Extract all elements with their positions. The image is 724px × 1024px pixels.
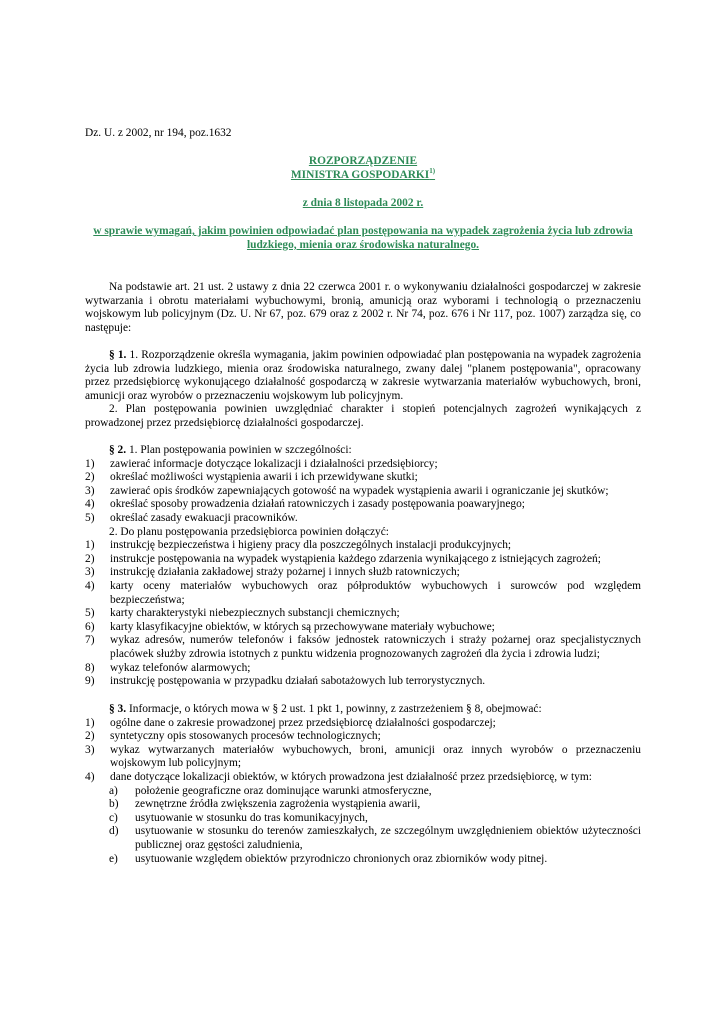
list-item-text: dane dotyczące lokalizacji obiektów, w których prowadzona jest działalność przez przedsiębiorcę, w tym:: [110, 770, 592, 783]
list-item: [85, 553, 641, 567]
section-3: [85, 703, 641, 866]
list-item-text: instrukcję bezpieczeństwa i higieny pracy dla poszczególnych instalacji produkcyjnych;: [110, 539, 512, 552]
list-item-text: określać możliwości wystąpienia awarii i ich przewidywane skutki;: [110, 471, 418, 484]
section-3-intro: § 3. Informacje, o których mowa w § 2 ust. 1 pkt 1, powinny, z zastrzeżeniem § 8, obejmować:: [109, 703, 542, 715]
list-item-number: 1): [85, 457, 95, 470]
list-item-number: 4): [85, 498, 95, 511]
list-item: [85, 580, 641, 607]
list-item-text: zewnętrzne źródła zwiększenia zagrożenia wystąpienia awarii,: [135, 798, 421, 811]
list-item: [85, 485, 641, 499]
list-item: [85, 771, 641, 785]
list-item: [85, 498, 641, 512]
list-item-number: 2): [85, 471, 95, 484]
sub-list-item: [85, 785, 641, 799]
regulation-date: z dnia 8 listopada 2002 r.: [302, 197, 424, 209]
title-line-1: ROZPORZĄDZENIE: [308, 155, 418, 167]
list-item: [85, 744, 641, 771]
list-item-text: wykaz wytwarzanych materiałów wybuchowych, broni, amunicji oraz innych wyrobów o przeznaczeniu wojskowym lub policyjnym;: [110, 743, 641, 770]
list-item-text: instrukcję działania zakładowej straży pożarnej i innych służb ratowniczych;: [110, 566, 460, 579]
section-1-mark: § 1.: [109, 349, 127, 361]
list-item-text: karty charakterystyki niebezpiecznych substancji chemicznych;: [110, 607, 400, 620]
list-item-number: 3): [85, 743, 95, 756]
list-item: [85, 675, 641, 689]
list-item: [85, 607, 641, 621]
list-item-number: 9): [85, 675, 95, 688]
list-item-number: 6): [85, 620, 95, 633]
list-item: [85, 458, 641, 472]
regulation-subject: w sprawie wymagań, jakim powinien odpowiadać plan postępowania na wypadek zagrożenia życia lub zdrowia ludzkiego, mienia oraz środowiska naturalnego.: [93, 225, 633, 251]
list-item-text: karty klasyfikacyjne obiektów, w których są przechowywane materiały wybuchowe;: [110, 620, 495, 633]
list-item-text: określać zasady ewakuacji pracowników.: [110, 511, 298, 524]
section-1: [85, 349, 641, 431]
list-item-number: a): [109, 784, 118, 797]
section-2-mark: § 2.: [109, 444, 127, 456]
list-item-number: 2): [85, 552, 95, 565]
list-item: [85, 471, 641, 485]
list-item: [85, 634, 641, 661]
list-item-text: syntetyczny opis stosowanych procesów technologicznych;: [110, 730, 381, 743]
list-item: [85, 730, 641, 744]
journal-citation: Dz. U. z 2002, nr 194, poz.1632: [85, 127, 232, 139]
list-item-text: usytuowanie w stosunku do tras komunikacyjnych,: [135, 811, 368, 824]
list-item-text: zawierać informacje dotyczące lokalizacji i działalności przedsiębiorcy;: [110, 457, 438, 470]
list-item-text: zawierać opis środków zapewniających gotowość na wypadek wystąpienia awarii i ograniczanie jej skutków;: [110, 484, 609, 497]
list-item-number: 8): [85, 661, 95, 674]
list-item-number: b): [109, 798, 119, 811]
list-item-number: 4): [85, 770, 95, 783]
sub-list-item: [85, 853, 641, 867]
regulation-title: [85, 155, 641, 182]
section-2-list-1: [85, 458, 641, 526]
list-item-number: 7): [85, 634, 95, 647]
list-item-text: wykaz telefonów alarmowych;: [110, 661, 251, 674]
list-item-text: karty oceny materiałów wybuchowych oraz półproduktów wybuchowych i surowców pod względem bezpieczeństwa;: [110, 579, 641, 606]
list-item-number: 2): [85, 730, 95, 743]
section-2-intro-2: 2. Do planu postępowania przedsiębiorca powinien dołączyć:: [109, 525, 389, 538]
list-item-text: usytuowanie w stosunku do terenów zamieszkałych, ze szczególnym uwzględnieniem obiektów użyteczności publicznej oraz gęstości zaludnienia,: [135, 825, 641, 851]
list-item-number: 3): [85, 484, 95, 497]
section-2: [85, 444, 641, 689]
footnote-mark: 1): [429, 166, 436, 175]
list-item-text: określać sposoby prowadzenia działań ratowniczych i zasady postępowania poawaryjnego;: [110, 498, 525, 511]
list-item-number: 5): [85, 511, 95, 524]
list-item: [85, 512, 641, 526]
title-line-2: MINISTRA GOSPODARKI$^{1)}$: [290, 166, 436, 181]
section-1-para-1: § 1. 1. Rozporządzenie określa wymagania, jakim powinien odpowiadać plan postępowania na wypadek zagrożenia życia lub zdrowia ludzkiego, mienia oraz środowiska naturalnego, zwany dalej "planem postępowania", opracowany przez przedsiębiorcę wykonującego działalność gospodarczą w zakresie wytwarzania materiałów wybuchowych, broni, amunicji oraz wyrobów o przeznaczeniu wojskowym lub policyjnym.: [85, 349, 641, 402]
list-item-text: położenie geograficzne oraz dominujące warunki atmosferyczne,: [135, 784, 432, 797]
section-3-list: [85, 717, 641, 785]
list-item-number: d): [109, 825, 119, 838]
sub-list-item: [85, 812, 641, 826]
preamble: Na podstawie art. 21 ust. 2 ustawy z dnia 22 czerwca 2001 r. o wykonywaniu działalności gospodarczej w zakresie wytwarzania i obrotu materiałami wybuchowymi, bronią, amunicją oraz wyborami i technologią o przeznaczeniu wojskowym lub policyjnym (Dz. U. Nr 67, poz. 679 oraz z 2002 r. Nr 74, poz. 676 i Nr 117, poz. 1007) zarządza się, co następuje:: [85, 281, 641, 334]
section-3-mark: § 3.: [109, 703, 127, 715]
section-3-sublist: [85, 785, 641, 867]
section-2-list-2: [85, 539, 641, 689]
list-item-number: 1): [85, 539, 95, 552]
list-item-text: wykaz adresów, numerów telefonów i faksów jednostek ratowniczych i straży pożarnej oraz specjalistycznych placówek służby zdrowia istotnych z punktu widzenia prognozowanych zagrożeń dla życia i zdrowia ludzi;: [110, 634, 641, 660]
list-item: [85, 717, 641, 731]
list-item-text: ogólne dane o zakresie prowadzonej przez przedsiębiorcę działalności gospodarczej;: [110, 716, 496, 729]
list-item: [85, 539, 641, 553]
list-item-number: e): [109, 852, 118, 865]
list-item: [85, 621, 641, 635]
list-item-text: usytuowanie względem obiektów przyrodniczo chronionych oraz zbiorników wody pitnej.: [135, 852, 548, 865]
sub-list-item: [85, 825, 641, 852]
list-item: [85, 566, 641, 580]
list-item-number: c): [109, 811, 118, 824]
list-item-number: 5): [85, 607, 95, 620]
sub-list-item: [85, 798, 641, 812]
list-item: [85, 662, 641, 676]
list-item-number: 1): [85, 716, 95, 729]
list-item-text: instrukcję postępowania w przypadku działań sabotażowych lub terrorystycznych.: [110, 675, 486, 688]
list-item-number: 3): [85, 566, 95, 579]
section-1-para-2: 2. Plan postępowania powinien uwzględniać charakter i stopień potencjalnych zagrożeń wynikających z prowadzonej przez przedsiębiorcę działalności gospodarczej.: [85, 403, 641, 429]
list-item-text: instrukcje postępowania na wypadek wystąpienia każdego zdarzenia wynikającego z istniejących zagrożeń;: [110, 552, 601, 565]
section-2-intro-1: § 2. 1. Plan postępowania powinien w szczególności:: [109, 444, 352, 456]
list-item-number: 4): [85, 579, 95, 592]
